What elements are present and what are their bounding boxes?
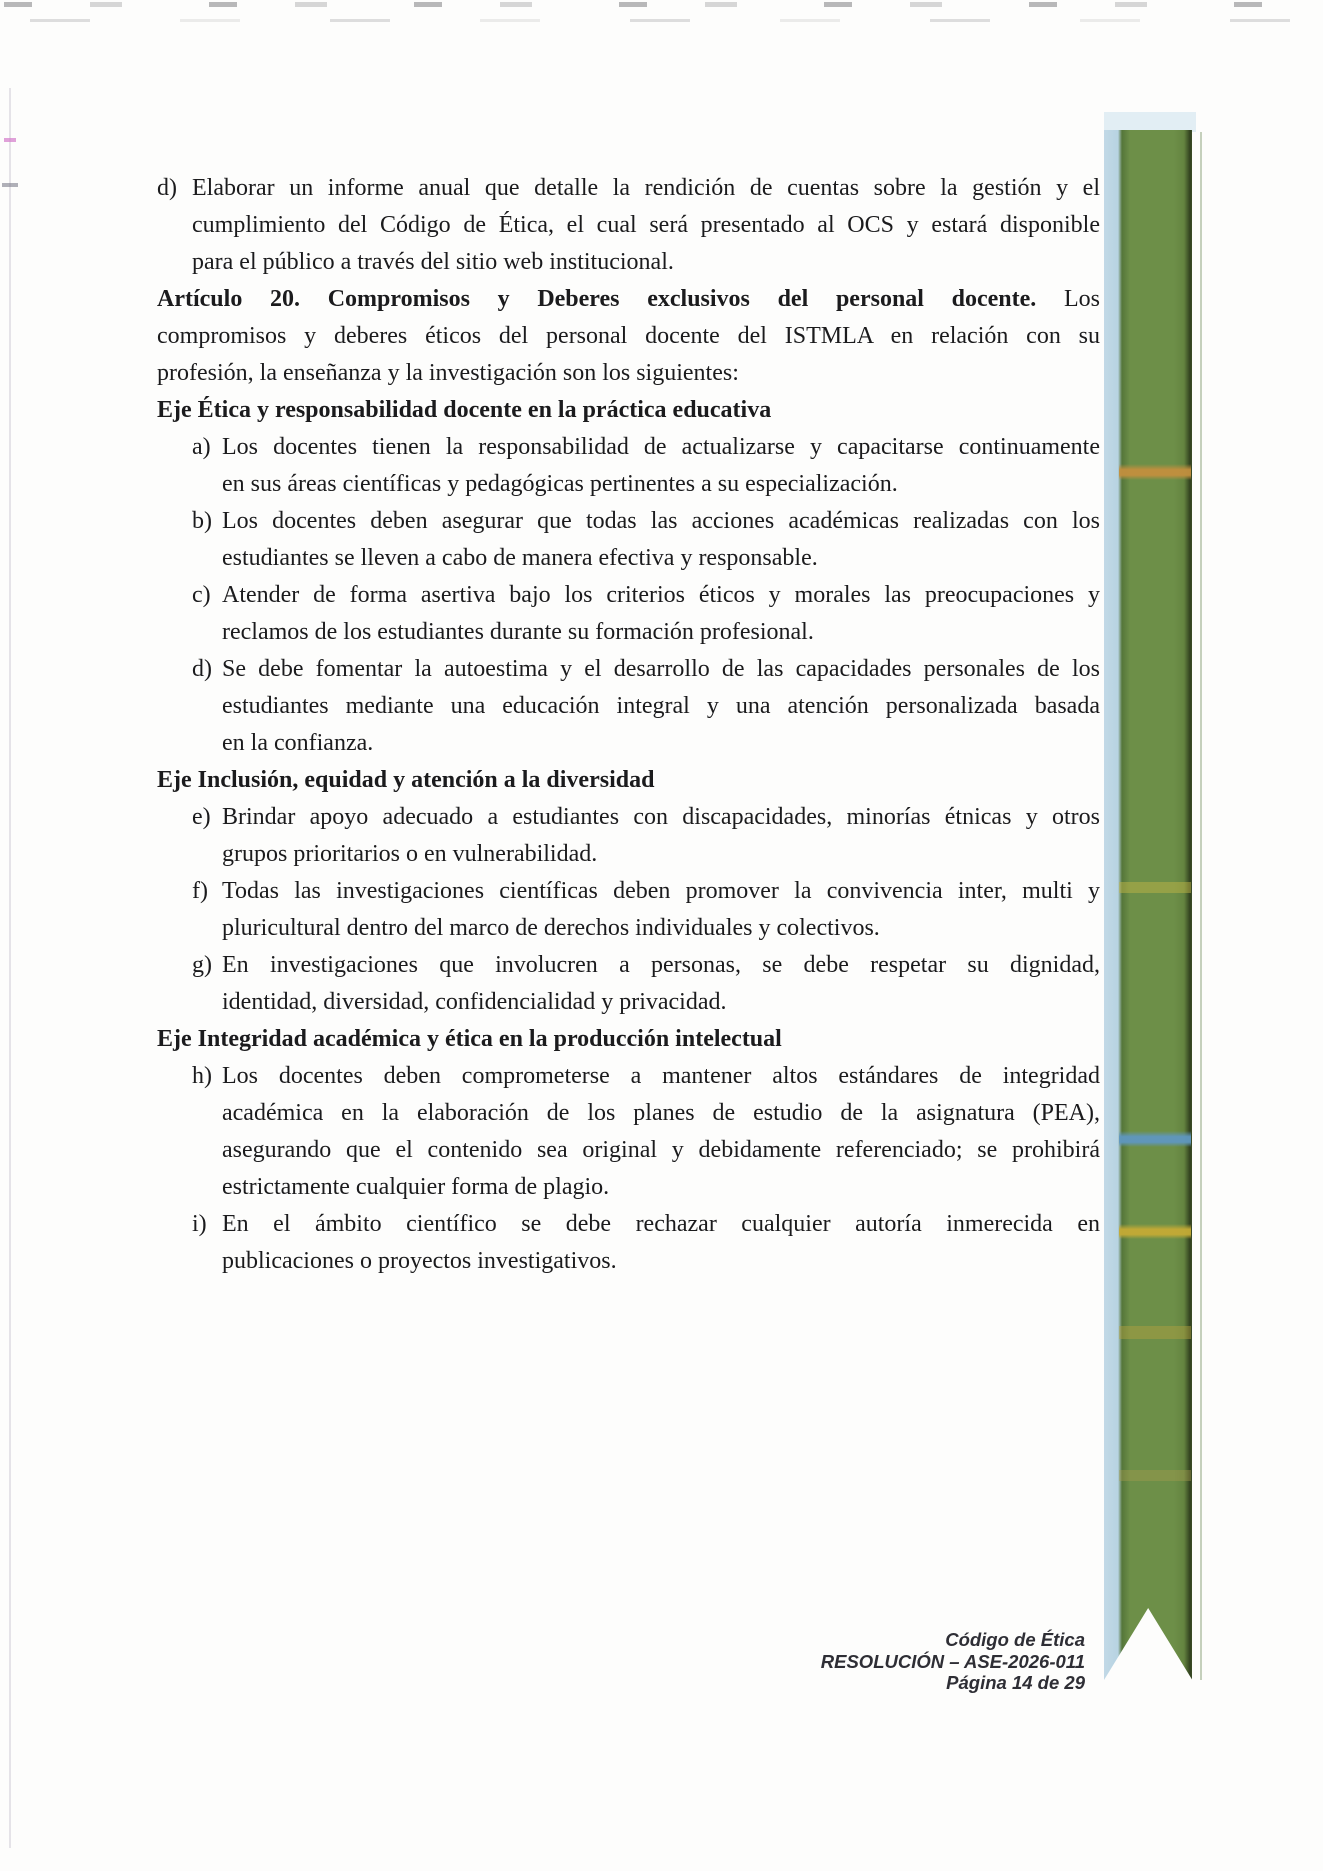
body-line: para el público a través del sitio web institucional. xyxy=(192,249,674,275)
page-footer xyxy=(821,1629,1085,1694)
footer-doc-title: Código de Ética xyxy=(945,1629,1085,1650)
body-line: estudiantes mediante una educación integral y una atención personalizada basada xyxy=(222,693,1100,719)
page-body xyxy=(157,170,1100,1280)
list-item-g xyxy=(157,947,1100,1021)
paragraph-articulo-20 xyxy=(157,281,1100,392)
scan-artifact-top xyxy=(4,2,1314,7)
articulo-20-title: Artículo 20. Compromisos y Deberes exclusivos del personal docente. xyxy=(157,286,1037,312)
ribbon-band-faint-gold xyxy=(1119,1326,1191,1339)
list-item-h xyxy=(157,1058,1100,1206)
body-line: asegurando que el contenido sea original y debidamente referenciado; se prohibirá xyxy=(222,1137,1100,1163)
body-line: grupos prioritarios o en vulnerabilidad. xyxy=(222,841,598,867)
list-item-i xyxy=(157,1206,1100,1280)
list-item-d xyxy=(157,651,1100,762)
body-line: cumplimiento del Código de Ética, el cual será presentado al OCS y estará disponible xyxy=(192,212,1100,238)
body-line: En investigaciones que involucren a personas, se debe respetar su dignidad, xyxy=(222,952,1100,978)
body-line: pluricultural dentro del marco de derechos individuales y colectivos. xyxy=(222,915,880,941)
ribbon-band-faint-yellow xyxy=(1119,882,1191,893)
list-item-f xyxy=(157,873,1100,947)
list-marker: e) xyxy=(192,804,211,830)
scan-artifact-gray-tick xyxy=(2,183,18,187)
ribbon-outer-edge-line xyxy=(1200,132,1202,1680)
list-item-b xyxy=(157,503,1100,577)
body-line: en sus áreas científicas y pedagógicas pertinentes a su especialización. xyxy=(222,471,898,497)
list-item-a xyxy=(157,429,1100,503)
articulo-20-tail: Los xyxy=(1064,286,1100,312)
body-line: Elaborar un informe anual que detalle la rendición de cuentas sobre la gestión y el xyxy=(192,175,1100,201)
scan-artifact-pink-tick xyxy=(4,138,16,142)
body-line: profesión, la enseñanza y la investigación son los siguientes: xyxy=(157,360,739,386)
body-line: Los docentes tienen la responsabilidad de actualizarse y capacitarse continuamente xyxy=(222,434,1100,460)
body-line xyxy=(157,281,1100,318)
list-marker: f) xyxy=(192,878,208,904)
body-line: Los docentes deben comprometerse a mantener altos estándares de integridad xyxy=(222,1063,1100,1089)
scan-artifact-left-line xyxy=(9,88,11,1848)
body-line: reclamos de los estudiantes durante su formación profesional. xyxy=(222,619,814,645)
list-marker: d) xyxy=(192,656,212,682)
list-marker: a) xyxy=(192,434,211,460)
body-line: académica en la elaboración de los planes de estudio de la asignatura (PEA), xyxy=(222,1100,1100,1126)
section-heading-etica: Eje Ética y responsabilidad docente en la práctica educativa xyxy=(157,397,772,423)
list-marker: d) xyxy=(157,175,177,201)
scan-artifact-top-2 xyxy=(30,19,1290,22)
body-line: identidad, diversidad, confidencialidad y privacidad. xyxy=(222,989,727,1015)
list-item-e xyxy=(157,799,1100,873)
body-line: Atender de forma asertiva bajo los criterios éticos y morales las preocupaciones y xyxy=(222,582,1100,608)
list-marker: i) xyxy=(192,1211,207,1237)
body-line: compromisos y deberes éticos del personal docente del ISTMLA en relación con su xyxy=(157,323,1100,349)
body-line: publicaciones o proyectos investigativos. xyxy=(222,1248,617,1274)
body-line: Todas las investigaciones científicas deben promover la convivencia inter, multi y xyxy=(222,878,1100,904)
section-heading-integridad: Eje Integridad académica y ética en la producción intelectual xyxy=(157,1026,782,1052)
body-line: estrictamente cualquier forma de plagio. xyxy=(222,1174,610,1200)
body-line: en la confianza. xyxy=(222,730,374,756)
body-line: Se debe fomentar la autoestima y el desarrollo de las capacidades personales de los xyxy=(222,656,1100,682)
footer-page-number: Página 14 de 29 xyxy=(946,1672,1085,1693)
bookmark-ribbon-top-cap xyxy=(1104,112,1196,132)
ribbon-band-blue xyxy=(1119,1131,1191,1147)
ribbon-band-faint-gold-2 xyxy=(1119,1470,1191,1481)
ribbon-band-gold xyxy=(1119,1224,1191,1239)
body-line: En el ámbito científico se debe rechazar cualquier autoría inmerecida en xyxy=(222,1211,1100,1237)
list-marker: h) xyxy=(192,1063,212,1089)
bookmark-ribbon xyxy=(1104,130,1196,1680)
list-marker: g) xyxy=(192,952,212,978)
footer-resolution: RESOLUCIÓN – ASE-2026-011 xyxy=(820,1650,1085,1672)
list-item-c xyxy=(157,577,1100,651)
list-item-d-outer xyxy=(157,170,1100,281)
list-marker: c) xyxy=(192,582,211,608)
body-line: Brindar apoyo adecuado a estudiantes con discapacidades, minorías étnicas y otros xyxy=(222,804,1100,830)
body-line: estudiantes se lleven a cabo de manera efectiva y responsable. xyxy=(222,545,818,571)
ribbon-band-orange xyxy=(1119,464,1191,480)
section-heading-inclusion: Eje Inclusión, equidad y atención a la diversidad xyxy=(157,767,655,793)
body-line: Los docentes deben asegurar que todas las acciones académicas realizadas con los xyxy=(222,508,1100,534)
list-marker: b) xyxy=(192,508,212,534)
